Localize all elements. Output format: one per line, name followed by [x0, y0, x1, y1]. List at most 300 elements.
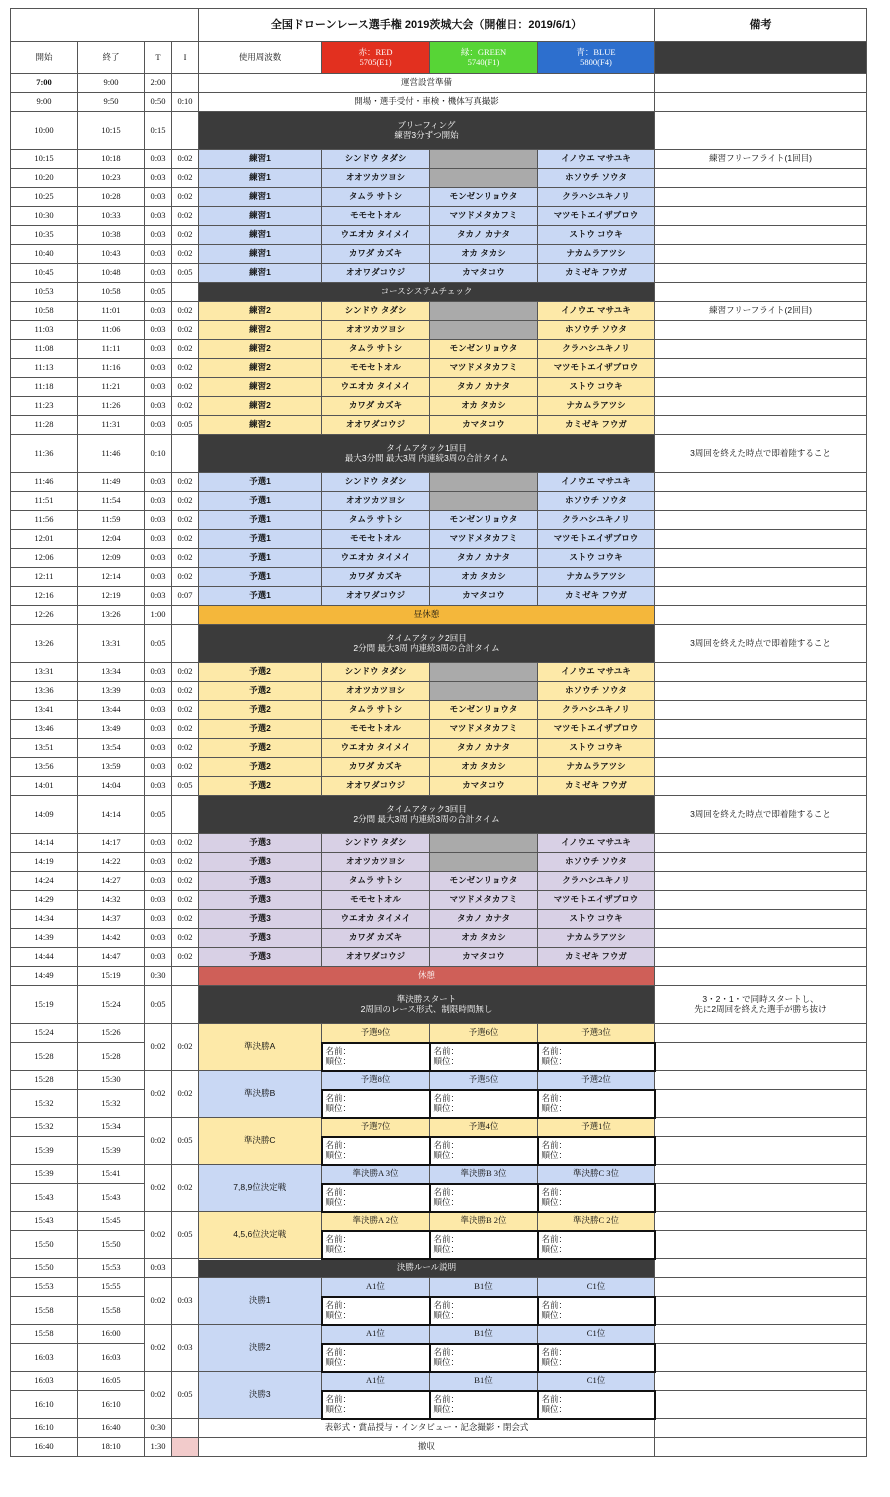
- duration-t: 0:05: [145, 796, 172, 834]
- notes-cell: [655, 834, 867, 853]
- heat-row: [11, 568, 867, 587]
- interval-i: 0:02: [172, 910, 199, 929]
- interval-i: [172, 625, 199, 663]
- interval-i: [172, 435, 199, 473]
- red-pilot: オオワダコウジ: [322, 587, 430, 606]
- heat-label: 予選2: [199, 758, 322, 777]
- notes-cell: [655, 777, 867, 796]
- schedule-row: [11, 112, 867, 150]
- duration-t: 0:03: [145, 226, 172, 245]
- end-time: 15:50: [78, 1231, 145, 1259]
- heat-label: 練習2: [199, 321, 322, 340]
- notes-cell: [655, 701, 867, 720]
- notes-cell: [655, 1259, 867, 1278]
- notes-cell: 練習フリーフライト(1回目): [655, 150, 867, 169]
- green-pilot: マツドメタカフミ: [430, 720, 538, 739]
- blue-pilot: イノウエ マサユキ: [538, 150, 655, 169]
- seed-label: 準決勝A 3位: [322, 1165, 430, 1184]
- bracket-seed-row: [11, 1278, 867, 1297]
- interval-i: 0:02: [172, 473, 199, 492]
- start-time: 11:03: [11, 321, 78, 340]
- start-time: 13:31: [11, 663, 78, 682]
- seed-label: C1位: [538, 1372, 655, 1391]
- end-time: 9:00: [78, 74, 145, 93]
- start-time: 15:32: [11, 1090, 78, 1118]
- red-pilot: タムラ サトシ: [322, 872, 430, 891]
- heat-row: [11, 948, 867, 967]
- red-pilot: シンドウ タダシ: [322, 302, 430, 321]
- end-time: 11:26: [78, 397, 145, 416]
- notes-cell: [655, 872, 867, 891]
- heat-row: [11, 853, 867, 872]
- seed-label: 予選7位: [322, 1118, 430, 1137]
- interval-i: 0:02: [172, 1024, 199, 1071]
- start-time: 10:53: [11, 283, 78, 302]
- red-pilot: シンドウ タダシ: [322, 834, 430, 853]
- duration-t: 0:03: [145, 378, 172, 397]
- interval-i: 0:02: [172, 948, 199, 967]
- seed-label: 予選4位: [430, 1118, 538, 1137]
- duration-t: 0:02: [145, 1118, 172, 1165]
- interval-i: [172, 283, 199, 302]
- end-time: 13:26: [78, 606, 145, 625]
- rest-break-banner: 休憩: [199, 967, 655, 986]
- red-pilot: オオツカツヨシ: [322, 853, 430, 872]
- green-pilot: [430, 473, 538, 492]
- blue-pilot: ナカムラアツシ: [538, 397, 655, 416]
- end-time: 11:31: [78, 416, 145, 435]
- seed-label: 予選9位: [322, 1024, 430, 1043]
- interval-i: 0:02: [172, 150, 199, 169]
- notes-cell: [655, 967, 867, 986]
- red-pilot: シンドウ タダシ: [322, 150, 430, 169]
- interval-i: 0:02: [172, 739, 199, 758]
- heat-label: 練習1: [199, 150, 322, 169]
- time-attack-banner: タイムアタック3回目 2分間 最大3周 内連続3周の合計タイム: [199, 796, 655, 834]
- red-pilot: タムラ サトシ: [322, 340, 430, 359]
- seed-label: A1位: [322, 1278, 430, 1297]
- schedule-row: [11, 1259, 867, 1278]
- heat-row: [11, 321, 867, 340]
- start-time: 10:35: [11, 226, 78, 245]
- notes-cell: [655, 910, 867, 929]
- interval-i: 0:02: [172, 530, 199, 549]
- interval-i: 0:05: [172, 264, 199, 283]
- duration-t: 0:05: [145, 625, 172, 663]
- start-time: 10:30: [11, 207, 78, 226]
- blue-pilot: ストウ コウキ: [538, 739, 655, 758]
- end-time: 14:32: [78, 891, 145, 910]
- heat-row: [11, 682, 867, 701]
- blue-pilot: カミゼキ フウガ: [538, 777, 655, 796]
- interval-i: 0:02: [172, 226, 199, 245]
- end-time: 15:53: [78, 1259, 145, 1278]
- red-channel-header: [322, 42, 430, 74]
- duration-t: 0:05: [145, 986, 172, 1024]
- green-pilot: オカ タカシ: [430, 758, 538, 777]
- schedule-row: [11, 283, 867, 302]
- duration-t: 0:02: [145, 1372, 172, 1419]
- duration-t: 0:02: [145, 1325, 172, 1372]
- heat-label: 練習1: [199, 169, 322, 188]
- green-pilot: オカ タカシ: [430, 245, 538, 264]
- interval-i: 0:02: [172, 340, 199, 359]
- heat-label: 練習1: [199, 188, 322, 207]
- duration-t: 0:03: [145, 264, 172, 283]
- end-time: 15:34: [78, 1118, 145, 1137]
- blue-pilot: イノウエ マサユキ: [538, 834, 655, 853]
- green-pilot: モンゼンリョウタ: [430, 511, 538, 530]
- notes-cell: [655, 207, 867, 226]
- blue-pilot: ナカムラアツシ: [538, 568, 655, 587]
- result-entry-slot: 名前： 順位：: [322, 1043, 430, 1071]
- blue-pilot: クラハシユキノリ: [538, 340, 655, 359]
- start-time: 13:41: [11, 701, 78, 720]
- heat-row: [11, 758, 867, 777]
- bracket-result-row: [11, 1391, 867, 1419]
- heat-row: [11, 720, 867, 739]
- interval-i: 0:02: [172, 188, 199, 207]
- end-time: 11:06: [78, 321, 145, 340]
- green-channel-header: [430, 42, 538, 74]
- duration-t: 2:00: [145, 74, 172, 93]
- notes-cell: [655, 1297, 867, 1325]
- duration-t: 0:03: [145, 891, 172, 910]
- end-time: 10:23: [78, 169, 145, 188]
- duration-t: 0:10: [145, 435, 172, 473]
- heat-label: 予選1: [199, 473, 322, 492]
- start-time: 12:26: [11, 606, 78, 625]
- bracket-label: 決勝1: [199, 1278, 322, 1325]
- interval-i: [172, 606, 199, 625]
- notes-cell: [655, 1137, 867, 1165]
- notes-cell: [655, 112, 867, 150]
- red-pilot: シンドウ タダシ: [322, 473, 430, 492]
- heat-label: 予選1: [199, 530, 322, 549]
- end-time: 9:50: [78, 93, 145, 112]
- notes-cell: [655, 606, 867, 625]
- start-time: 14:14: [11, 834, 78, 853]
- heat-row: [11, 663, 867, 682]
- blue-channel-freq: 5800(F4): [580, 56, 612, 67]
- interval-i: 0:05: [172, 1212, 199, 1259]
- blue-pilot: ナカムラアツシ: [538, 929, 655, 948]
- green-pilot: [430, 853, 538, 872]
- schedule-row: [11, 967, 867, 986]
- heat-label: 練習1: [199, 226, 322, 245]
- green-pilot: マツドメタカフミ: [430, 530, 538, 549]
- schedule-row: [11, 796, 867, 834]
- lunch-break-banner: 昼休憩: [199, 606, 655, 625]
- interval-i: 0:02: [172, 720, 199, 739]
- heat-row: [11, 511, 867, 530]
- blue-pilot: ナカムラアツシ: [538, 758, 655, 777]
- end-time: 13:54: [78, 739, 145, 758]
- start-time: 11:36: [11, 435, 78, 473]
- duration-t: 0:02: [145, 1212, 172, 1259]
- start-time: 16:03: [11, 1372, 78, 1391]
- result-entry-slot: 名前： 順位：: [322, 1090, 430, 1118]
- notes-cell: [655, 758, 867, 777]
- setup-label: 運営設営準備: [199, 74, 655, 93]
- end-time: 10:58: [78, 283, 145, 302]
- end-time: 14:04: [78, 777, 145, 796]
- heat-label: 練習2: [199, 302, 322, 321]
- end-time: 12:09: [78, 549, 145, 568]
- heat-label: 予選1: [199, 549, 322, 568]
- green-pilot: [430, 169, 538, 188]
- end-time: 16:10: [78, 1391, 145, 1419]
- interval-i: 0:05: [172, 416, 199, 435]
- seed-label: 予選2位: [538, 1071, 655, 1090]
- end-time: 14:37: [78, 910, 145, 929]
- notes-cell: [655, 74, 867, 93]
- seed-label: 予選3位: [538, 1024, 655, 1043]
- bracket-result-row: [11, 1344, 867, 1372]
- heat-label: 予選1: [199, 511, 322, 530]
- notes-cell: [655, 720, 867, 739]
- page-title: 全国ドローンレース選手権 2019茨城大会（開催日：2019/6/1）: [199, 9, 655, 42]
- heat-row: [11, 378, 867, 397]
- schedule-row: [11, 1438, 867, 1457]
- start-time: 13:36: [11, 682, 78, 701]
- duration-t: 0:02: [145, 1278, 172, 1325]
- bracket-label: 決勝2: [199, 1325, 322, 1372]
- interval-i: 0:02: [172, 682, 199, 701]
- notes-cell: 3周回を終えた時点で即着陸すること: [655, 796, 867, 834]
- red-pilot: カワダ カズキ: [322, 929, 430, 948]
- duration-t: 0:03: [145, 663, 172, 682]
- duration-t: 0:03: [145, 207, 172, 226]
- blue-pilot: クラハシユキノリ: [538, 188, 655, 207]
- schedule-row: [11, 625, 867, 663]
- heat-row: [11, 302, 867, 321]
- heat-row: [11, 169, 867, 188]
- start-time: 15:24: [11, 1024, 78, 1043]
- notes-cell: [655, 739, 867, 758]
- red-channel-name: 赤：RED: [358, 46, 393, 57]
- start-time: 11:23: [11, 397, 78, 416]
- result-entry-slot: 名前： 順位：: [538, 1184, 655, 1212]
- start-time: 14:09: [11, 796, 78, 834]
- blue-pilot: ナカムラアツシ: [538, 245, 655, 264]
- notes-cell: [655, 226, 867, 245]
- duration-t: 0:03: [145, 340, 172, 359]
- green-pilot: モンゼンリョウタ: [430, 340, 538, 359]
- duration-t: 0:03: [145, 188, 172, 207]
- end-time: 16:03: [78, 1344, 145, 1372]
- notes-cell: [655, 1278, 867, 1297]
- heat-row: [11, 359, 867, 378]
- bracket-seed-row: [11, 1118, 867, 1137]
- green-pilot: カマタコウ: [430, 264, 538, 283]
- notes-cell: [655, 416, 867, 435]
- start-time: 10:25: [11, 188, 78, 207]
- notes-cell: [655, 492, 867, 511]
- duration-t: 0:03: [145, 1259, 172, 1278]
- start-time: 16:10: [11, 1419, 78, 1438]
- col-freq-header: 使用周波数: [199, 42, 322, 74]
- briefing-banner: ブリーフィング 練習3分ずつ開始: [199, 112, 655, 150]
- end-time: 15:28: [78, 1043, 145, 1071]
- duration-t: 0:03: [145, 492, 172, 511]
- start-time: 9:00: [11, 93, 78, 112]
- duration-t: 0:03: [145, 834, 172, 853]
- notes-cell: [655, 1372, 867, 1391]
- end-time: 11:49: [78, 473, 145, 492]
- heat-row: [11, 226, 867, 245]
- blue-pilot: イノウエ マサユキ: [538, 663, 655, 682]
- start-time: 15:50: [11, 1231, 78, 1259]
- duration-t: 0:03: [145, 397, 172, 416]
- seed-label: A1位: [322, 1325, 430, 1344]
- duration-t: 0:15: [145, 112, 172, 150]
- green-pilot: モンゼンリョウタ: [430, 188, 538, 207]
- notes-cell: [655, 549, 867, 568]
- col-start-header: 開始: [11, 42, 78, 74]
- interval-i: 0:02: [172, 1071, 199, 1118]
- red-pilot: ウエオカ タイメイ: [322, 910, 430, 929]
- end-time: 14:47: [78, 948, 145, 967]
- end-time: 10:28: [78, 188, 145, 207]
- duration-t: 0:03: [145, 910, 172, 929]
- bracket-result-row: [11, 1090, 867, 1118]
- end-time: 14:14: [78, 796, 145, 834]
- semifinal-start-banner: 準決勝スタート 2周回のレース形式、制限時間無し: [199, 986, 655, 1024]
- result-entry-slot: 名前： 順位：: [538, 1391, 655, 1419]
- ceremony-label: 表彰式・賞品授与・インタビュー・記念撮影・閉会式: [199, 1419, 655, 1438]
- duration-t: 0:03: [145, 948, 172, 967]
- green-pilot: [430, 663, 538, 682]
- notes-cell: [655, 397, 867, 416]
- end-time: 11:11: [78, 340, 145, 359]
- bracket-label: 準決勝A: [199, 1024, 322, 1071]
- blank-header-cell: [11, 9, 199, 42]
- duration-t: 0:03: [145, 416, 172, 435]
- duration-t: 0:03: [145, 549, 172, 568]
- heat-row: [11, 188, 867, 207]
- green-pilot: モンゼンリョウタ: [430, 872, 538, 891]
- notes-cell: [655, 1438, 867, 1457]
- end-time: 15:32: [78, 1090, 145, 1118]
- start-time: 15:58: [11, 1325, 78, 1344]
- duration-t: 0:03: [145, 777, 172, 796]
- heat-label: 練習2: [199, 416, 322, 435]
- result-entry-slot: 名前： 順位：: [322, 1184, 430, 1212]
- green-pilot: カマタコウ: [430, 416, 538, 435]
- start-time: 15:50: [11, 1259, 78, 1278]
- start-time: 16:03: [11, 1344, 78, 1372]
- start-time: 12:06: [11, 549, 78, 568]
- result-entry-slot: 名前： 順位：: [322, 1297, 430, 1325]
- start-time: 15:19: [11, 986, 78, 1024]
- bracket-seed-row: [11, 1212, 867, 1231]
- interval-i: 0:02: [172, 663, 199, 682]
- end-time: 15:24: [78, 986, 145, 1024]
- interval-i: 0:02: [172, 549, 199, 568]
- red-pilot: ウエオカ タイメイ: [322, 549, 430, 568]
- bracket-result-row: [11, 1043, 867, 1071]
- interval-i: 0:02: [172, 1165, 199, 1212]
- blue-pilot: カミゼキ フウガ: [538, 587, 655, 606]
- interval-i: 0:07: [172, 587, 199, 606]
- end-time: 15:45: [78, 1212, 145, 1231]
- notes-cell: [655, 1165, 867, 1184]
- end-time: 11:46: [78, 435, 145, 473]
- blue-pilot: カミゼキ フウガ: [538, 416, 655, 435]
- result-entry-slot: 名前： 順位：: [430, 1043, 538, 1071]
- duration-t: 1:00: [145, 606, 172, 625]
- red-pilot: カワダ カズキ: [322, 758, 430, 777]
- heat-label: 予選2: [199, 663, 322, 682]
- red-pilot: オオワダコウジ: [322, 948, 430, 967]
- green-pilot: モンゼンリョウタ: [430, 701, 538, 720]
- end-time: 15:39: [78, 1137, 145, 1165]
- notes-header: 備考: [655, 9, 867, 42]
- heat-label: 予選3: [199, 910, 322, 929]
- result-entry-slot: 名前： 順位：: [430, 1391, 538, 1419]
- blue-pilot: ストウ コウキ: [538, 378, 655, 397]
- blue-pilot: ホソウチ ソウタ: [538, 321, 655, 340]
- final-rules-banner: 決勝ルール説明: [199, 1259, 655, 1278]
- red-pilot: モモセトオル: [322, 891, 430, 910]
- heat-label: 予選2: [199, 739, 322, 758]
- notes-cell: [655, 891, 867, 910]
- col-end-header: 終了: [78, 42, 145, 74]
- end-time: 14:42: [78, 929, 145, 948]
- green-pilot: マツドメタカフミ: [430, 891, 538, 910]
- blue-pilot: マツモトエイザブロウ: [538, 720, 655, 739]
- seed-label: A1位: [322, 1372, 430, 1391]
- start-time: 15:58: [11, 1297, 78, 1325]
- heat-label: 練習2: [199, 397, 322, 416]
- bracket-seed-row: [11, 1024, 867, 1043]
- end-time: 13:44: [78, 701, 145, 720]
- seed-label: 準決勝C 2位: [538, 1212, 655, 1231]
- end-time: 16:40: [78, 1419, 145, 1438]
- blue-pilot: クラハシユキノリ: [538, 701, 655, 720]
- heat-row: [11, 910, 867, 929]
- heat-row: [11, 777, 867, 796]
- end-time: 15:41: [78, 1165, 145, 1184]
- end-time: 15:55: [78, 1278, 145, 1297]
- duration-t: 0:02: [145, 1024, 172, 1071]
- schedule-row: [11, 74, 867, 93]
- result-entry-slot: 名前： 順位：: [430, 1231, 538, 1259]
- duration-t: 0:03: [145, 739, 172, 758]
- duration-t: 0:03: [145, 587, 172, 606]
- end-time: 12:14: [78, 568, 145, 587]
- notes-cell: [655, 948, 867, 967]
- interval-i: 0:02: [172, 758, 199, 777]
- end-time: 15:26: [78, 1024, 145, 1043]
- red-pilot: モモセトオル: [322, 207, 430, 226]
- duration-t: 0:30: [145, 967, 172, 986]
- heat-row: [11, 739, 867, 758]
- schedule-row: [11, 606, 867, 625]
- heat-label: 予選2: [199, 701, 322, 720]
- result-entry-slot: 名前： 順位：: [322, 1137, 430, 1165]
- notes-cell: [655, 188, 867, 207]
- notes-cell: [655, 853, 867, 872]
- start-time: 15:43: [11, 1212, 78, 1231]
- red-pilot: シンドウ タダシ: [322, 663, 430, 682]
- end-time: 14:27: [78, 872, 145, 891]
- col-i-header: I: [172, 42, 199, 74]
- green-pilot: タカノ カナタ: [430, 739, 538, 758]
- blue-pilot: マツモトエイザブロウ: [538, 530, 655, 549]
- blue-pilot: ストウ コウキ: [538, 549, 655, 568]
